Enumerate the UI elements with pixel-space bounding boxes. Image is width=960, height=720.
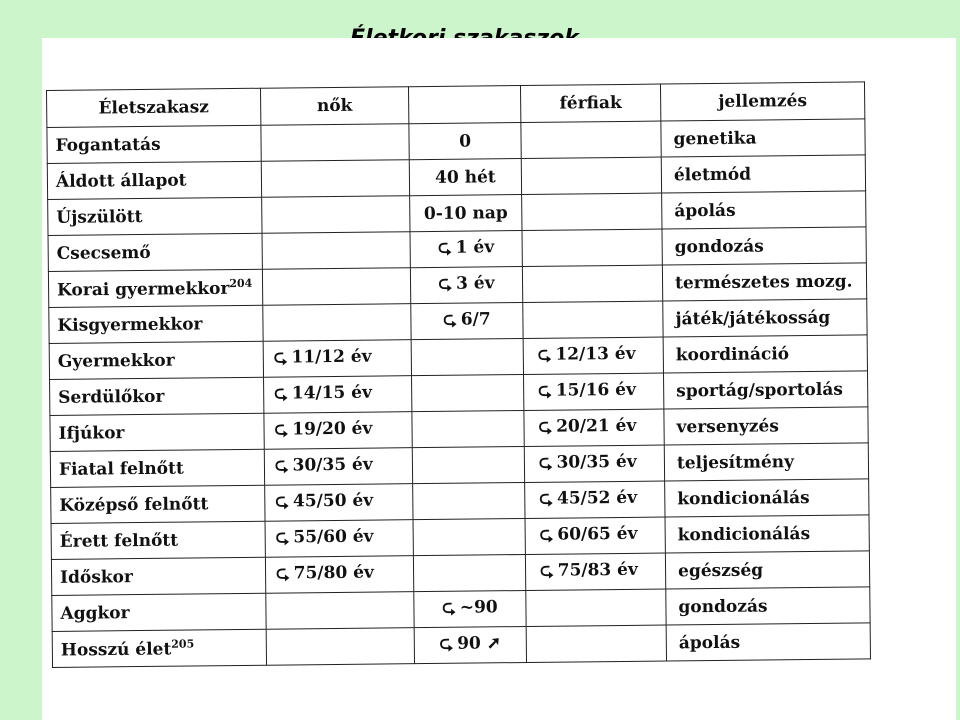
women-age-cell xyxy=(264,376,412,414)
stage-cell xyxy=(48,197,262,235)
middle-cell-empty xyxy=(413,555,525,592)
women-cell-empty xyxy=(266,592,414,630)
women-cell-empty xyxy=(262,268,410,306)
description-cell xyxy=(665,551,869,589)
women-age-value: 45/50 év xyxy=(292,490,374,512)
description-cell xyxy=(666,587,870,625)
women-cell-empty xyxy=(261,124,409,162)
stage-cell xyxy=(49,341,263,379)
stage-label: Aggkor xyxy=(60,602,130,624)
description-cell xyxy=(661,155,865,193)
women-cell-empty xyxy=(261,160,409,198)
description-cell xyxy=(665,515,869,553)
shared-age-cell xyxy=(414,627,526,664)
description-cell xyxy=(663,371,867,409)
shared-age-value: 6/7 xyxy=(460,309,491,330)
women-cell-empty xyxy=(262,232,410,270)
arrow-icon: ⮎ xyxy=(442,597,456,618)
men-cell-empty xyxy=(523,301,663,338)
middle-cell-empty xyxy=(413,519,525,556)
stage-cell xyxy=(48,269,262,307)
arrow-icon: ⮎ xyxy=(273,347,288,368)
women-age-cell xyxy=(265,484,413,522)
header-men: férfiak xyxy=(520,84,660,122)
women-age-cell xyxy=(264,412,412,450)
description-cell xyxy=(662,263,866,301)
arrow-icon: ⮎ xyxy=(274,455,289,476)
description-text: teljesítmény xyxy=(676,451,795,473)
shared-age-value: 1 év xyxy=(455,237,495,258)
header-empty xyxy=(408,86,520,124)
description-text: ápolás xyxy=(674,200,736,221)
men-age-cell xyxy=(524,445,664,482)
men-age-cell xyxy=(525,481,665,518)
table-row xyxy=(52,623,870,668)
stage-cell xyxy=(47,125,261,163)
shared-age-cell xyxy=(410,195,522,232)
stage-cell xyxy=(51,557,265,595)
up-arrow-icon: ➚ xyxy=(486,633,502,654)
stage-cell xyxy=(50,413,264,451)
stage-cell xyxy=(52,593,266,631)
women-age-cell xyxy=(263,340,411,378)
stage-label: Gyermekkor xyxy=(57,350,175,372)
description-text: gondozás xyxy=(678,595,768,617)
men-age-cell xyxy=(524,373,664,410)
description-text: gondozás xyxy=(674,235,764,257)
description-text: életmód xyxy=(673,164,752,185)
women-age-value: 75/80 év xyxy=(293,562,374,584)
shared-age-value: 0 xyxy=(459,131,472,152)
header-women: nők xyxy=(260,87,408,126)
women-cell-empty xyxy=(266,628,414,666)
stage-cell xyxy=(47,161,261,199)
stage-label: Fiatal felnőtt xyxy=(58,458,184,480)
stage-label: Hosszú élet xyxy=(60,639,172,661)
stage-cell xyxy=(51,521,265,559)
shared-age-cell xyxy=(411,303,523,340)
description-text: versenyzés xyxy=(676,415,779,437)
arrow-icon: ⮎ xyxy=(275,527,290,548)
men-cell-empty xyxy=(522,229,662,266)
stage-cell xyxy=(48,233,262,271)
shared-age-cell xyxy=(410,267,522,304)
arrow-icon: ⮎ xyxy=(439,633,454,654)
men-age-value: 30/35 év xyxy=(556,451,637,473)
middle-cell-empty xyxy=(412,375,524,412)
shared-age-cell xyxy=(414,591,526,628)
description-cell xyxy=(663,335,867,373)
description-cell xyxy=(663,299,867,337)
men-age-value: 20/21 év xyxy=(556,415,637,437)
stage-label: Időskor xyxy=(59,566,134,588)
description-text: természetes mozg. xyxy=(674,271,853,293)
stage-label: Kisgyermekkor xyxy=(57,313,203,336)
scanned-table-image xyxy=(42,38,956,720)
men-age-cell xyxy=(523,337,663,374)
shared-age-value: 90 xyxy=(457,633,481,654)
men-age-cell xyxy=(525,517,665,554)
stage-label: Ifjúkor xyxy=(58,422,125,444)
women-age-cell xyxy=(264,448,412,486)
women-cell-empty xyxy=(262,196,410,234)
shared-age-value: 40 hét xyxy=(435,166,496,188)
description-text: koordináció xyxy=(675,343,790,365)
description-cell xyxy=(662,191,866,229)
arrow-icon: ⮎ xyxy=(443,309,457,330)
women-age-value: 55/60 év xyxy=(293,526,374,548)
description-cell xyxy=(664,443,868,481)
stage-cell xyxy=(51,485,265,523)
stage-label: Érett felnőtt xyxy=(59,530,179,552)
women-age-cell xyxy=(265,556,413,594)
men-age-value: 60/65 év xyxy=(557,523,638,545)
arrow-icon: ⮎ xyxy=(275,491,290,512)
shared-age-value: 0-10 nap xyxy=(423,202,508,224)
description-text: kondicionálás xyxy=(677,487,810,509)
description-cell xyxy=(666,623,870,661)
stage-cell xyxy=(50,377,264,415)
arrow-icon: ⮎ xyxy=(539,560,554,581)
description-cell xyxy=(664,407,868,445)
stage-label: Középső felnőtt xyxy=(59,493,209,516)
footnote-ref: 204 xyxy=(229,276,253,290)
arrow-icon: ⮎ xyxy=(538,452,553,473)
men-cell-empty xyxy=(522,265,662,302)
shared-age-cell xyxy=(409,159,521,196)
arrow-icon: ⮎ xyxy=(274,383,288,404)
stage-label: Csecsemő xyxy=(56,242,151,264)
stage-label: Újszülött xyxy=(56,206,143,228)
description-text: genetika xyxy=(673,128,757,149)
men-cell-empty xyxy=(522,193,662,230)
arrow-icon: ⮎ xyxy=(438,237,452,258)
men-age-value: 75/83 év xyxy=(557,559,638,581)
stage-label: Serdülőkor xyxy=(58,386,165,408)
description-text: játék/játékosság xyxy=(675,307,831,329)
women-age-value: 30/35 év xyxy=(292,454,373,476)
shared-age-cell xyxy=(409,123,521,160)
arrow-icon: ⮎ xyxy=(537,344,552,365)
life-stages-table xyxy=(46,81,871,668)
men-age-value: 12/13 év xyxy=(555,343,636,365)
footnote-ref: 205 xyxy=(171,637,195,651)
women-age-value: 19/20 év xyxy=(292,418,373,440)
description-text: sportág/sportolás xyxy=(676,379,843,401)
arrow-icon: ⮎ xyxy=(538,380,552,401)
arrow-icon: ⮎ xyxy=(438,273,453,294)
stage-cell xyxy=(49,305,263,343)
men-cell-empty xyxy=(521,157,661,194)
arrow-icon: ⮎ xyxy=(275,563,290,584)
men-cell-empty xyxy=(526,625,666,662)
men-age-cell xyxy=(524,409,664,446)
description-cell xyxy=(661,119,865,157)
header-stage: Életszakasz xyxy=(47,88,261,127)
description-cell xyxy=(665,479,869,517)
middle-cell-empty xyxy=(412,447,524,484)
stage-cell xyxy=(52,629,266,667)
header-description: jellemzés xyxy=(660,82,864,121)
women-cell-empty xyxy=(263,304,411,342)
men-cell-empty xyxy=(521,121,661,158)
middle-cell-empty xyxy=(411,339,523,376)
stage-cell xyxy=(50,449,264,487)
arrow-icon: ⮎ xyxy=(274,419,289,440)
women-age-value: 14/15 év xyxy=(291,382,373,404)
shared-age-cell xyxy=(410,231,522,268)
stage-label: Áldott állapot xyxy=(55,170,187,192)
men-age-value: 15/16 év xyxy=(555,379,637,401)
women-age-cell xyxy=(265,520,413,558)
men-age-cell xyxy=(525,553,665,590)
shared-age-value: ~90 xyxy=(459,597,498,618)
description-text: kondicionálás xyxy=(677,523,811,545)
description-cell xyxy=(662,227,866,265)
women-age-value: 11/12 év xyxy=(291,346,372,368)
stage-label: Korai gyermekkor xyxy=(56,278,230,301)
arrow-icon: ⮎ xyxy=(539,524,554,545)
stage-label: Fogantatás xyxy=(55,134,161,156)
description-text: ápolás xyxy=(678,632,741,653)
middle-cell-empty xyxy=(413,483,525,520)
men-cell-empty xyxy=(526,589,666,626)
shared-age-value: 3 év xyxy=(456,273,495,294)
description-text: egészség xyxy=(677,560,764,581)
middle-cell-empty xyxy=(412,411,524,448)
men-age-value: 45/52 év xyxy=(556,487,638,509)
arrow-icon: ⮎ xyxy=(539,488,554,509)
arrow-icon: ⮎ xyxy=(538,416,553,437)
